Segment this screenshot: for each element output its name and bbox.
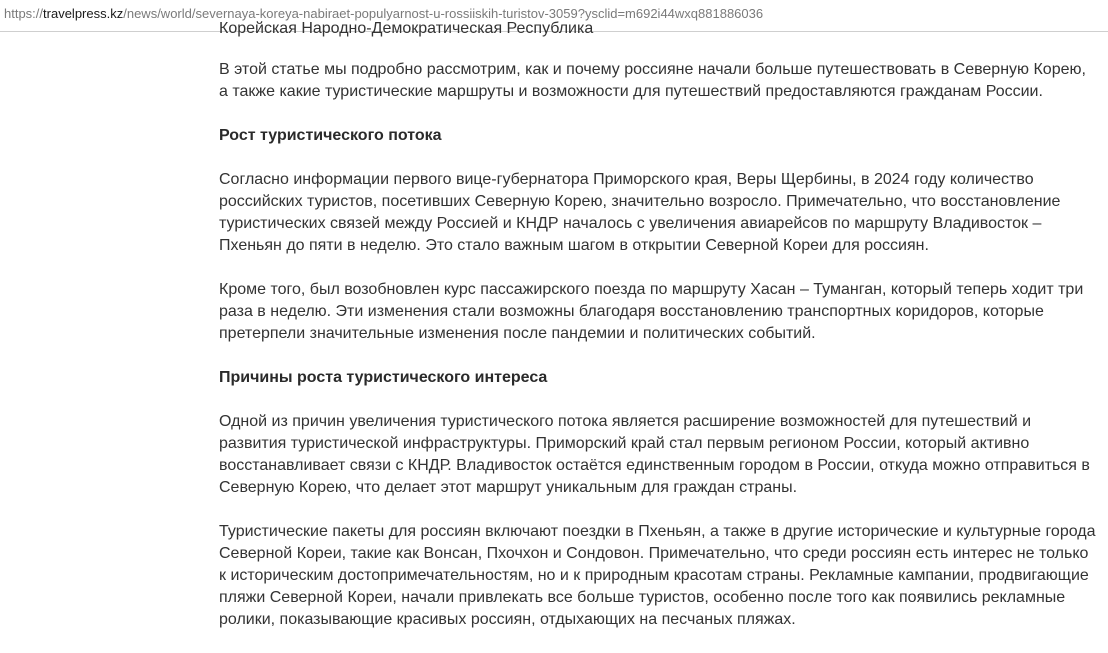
url-path: /news/world/severnaya-koreya-nabiraet-populyarnost-u-rossiiskih-turistov-3059?ysclid=m692i44wxq881886036	[123, 6, 764, 21]
intro-paragraph: В этой статье мы подробно рассмотрим, как и почему россияне начали больше путешествовать в Северную Корею, а также какие туристические маршруты и возможности для путешествий предоставляются гражданам России.	[219, 61, 1086, 100]
section-heading-reasons: Причины роста туристического интереса	[219, 369, 548, 386]
clipped-text-line	[219, 20, 1099, 40]
article-body	[219, 20, 1099, 653]
paragraph-growth-1: Согласно информации первого вице-губернатора Приморского края, Веры Щербины, в 2024 году количество российских туристов, посетивших Северную Корею, значительно возросло. Примечательно, что восстановление туристических связей между Россией и КНДР началось с увеличения авиарейсов по маршруту Владивосток – Пхеньян до пяти в неделю. Это стало важным шагом в открытии Северной Кореи для россиян.	[219, 171, 1061, 254]
paragraph-reasons-1: Одной из причин увеличения туристического потока является расширение возможностей для путешествий и развития туристической инфраструктуры. Приморский край стал первым регионом России, который активно восстанавливает связи с КНДР. Владивосток остаётся единственным городом в России, откуда можно отправиться в Северную Корею, что делает этот маршрут уникальным для граждан страны.	[219, 413, 1090, 496]
paragraph-reasons-2: Туристические пакеты для россиян включают поездки в Пхеньян, а также в другие исторические и культурные города Северной Кореи, такие как Вонсан, Пхочхон и Сондовон. Примечательно, что среди россиян есть интерес не только к историческим достопримечательностям, но и к природным красотам страны. Рекламные кампании, продвигающие пляжи Северной Кореи, начали привлекать все больше туристов, особенно после того как появились рекламные ролики, показывающие красивых россиян, отдыхающих на песчаных пляжах.	[219, 523, 1096, 628]
url-host: travelpress.kz	[43, 6, 124, 21]
paragraph-growth-2: Кроме того, был возобновлен курс пассажирского поезда по маршруту Хасан – Туманган, который теперь ходит три раза в неделю. Эти изменения стали возможны благодаря восстановлению транспортных коридоров, которые претерпели значительные изменения после пандемии и политических событий.	[219, 281, 1084, 342]
clipped-text: Корейская Народно-Демократическая Республика	[219, 20, 594, 37]
section-heading-growth: Рост туристического потока	[219, 127, 442, 144]
url-scheme: https://	[4, 6, 44, 21]
